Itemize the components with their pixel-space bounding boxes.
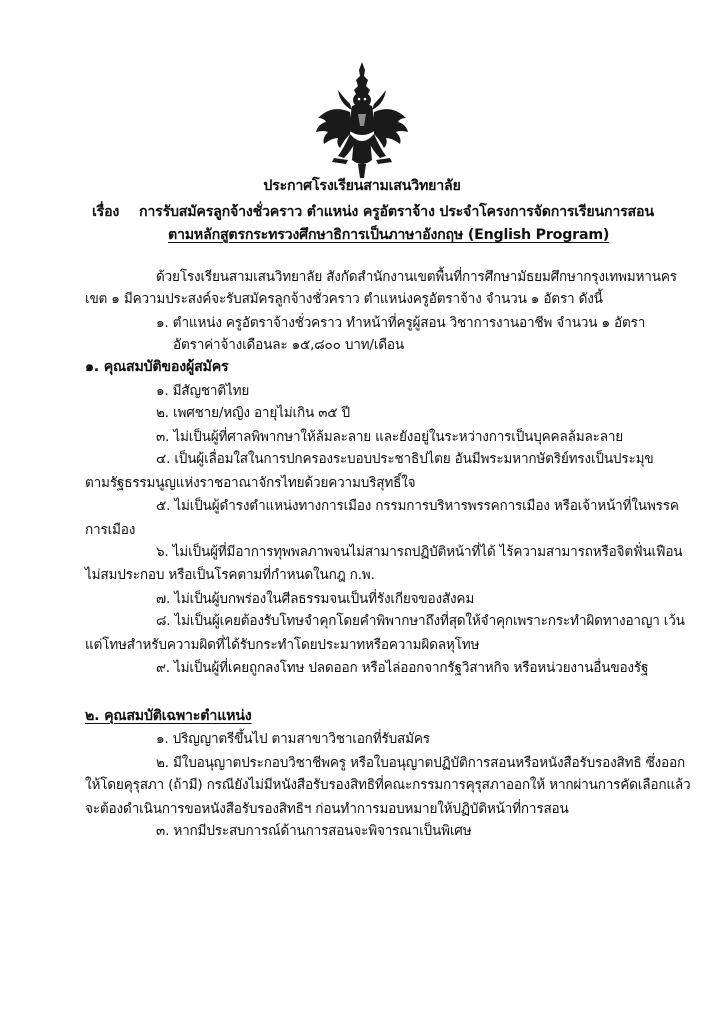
section-2-heading: ๒. คุณสมบัติเฉพาะตำแหน่ง: [85, 708, 252, 724]
intro-line-2: เขต ๑ มีความประสงค์จะรับสมัครลูกจ้างชั่วคราว ตำแหน่งครูอัตราจ้าง จำนวน ๑ อัตรา ดังนี้: [85, 291, 603, 307]
section-1-item-9: ๙. ไม่เป็นผู้ที่เคยถูกลงโทษ ปลดออก หรือไล่ออกจากรัฐวิสาหกิจ หรือหน่วยงานอื่นของรัฐ: [156, 660, 649, 676]
intro-line-1: ด้วยโรงเรียนสามเสนวิทยาลัย สังกัดสำนักงานเขตพื้นที่การศึกษามัธยมศึกษากรุงเทพมหานคร: [156, 269, 677, 285]
section-1-item-2: ๒. เพศชาย/หญิง อายุไม่เกิน ๓๕ ปี: [156, 405, 350, 421]
section-2-item-3: ๓. หากมีประสบการณ์ด้านการสอนจะพิจารณาเป็นพิเศษ: [156, 823, 472, 839]
section-1-item-6-line-2: ไม่สมประกอบ หรือเป็นโรคตามที่กำหนดในกฎ ก.พ.: [85, 567, 375, 583]
subject-label: เรื่อง: [92, 204, 120, 220]
section-1-item-8-line-1: ๘. ไม่เป็นผู้เคยต้องรับโทษจำคุกโดยคำพิพากษาถึงที่สุดให้จำคุกเพราะกระทำผิดทางอาญา เว้น: [156, 613, 685, 629]
announcement-title: ประกาศโรงเรียนสามเสนวิทยาลัย: [263, 178, 461, 194]
section-1-item-8-line-2: แต่โทษสำหรับความผิดที่ได้รับกระทำโดยประมาทหรือความผิดลหุโทษ: [85, 637, 480, 653]
section-2-item-2-line-1: ๒. มีใบอนุญาตประกอบวิชาชีพครู หรือใบอนุญาตปฏิบัติการสอนหรือหนังสือรับรองสิทธิ ซึ่งออก: [156, 755, 686, 771]
section-2-item-2-line-3: จะต้องดำเนินการขอหนังสือรับรองสิทธิฯ ก่อนทำการมอบหมายให้ปฏิบัติหน้าที่การสอน: [85, 801, 569, 817]
section-1-item-6-line-1: ๖. ไม่เป็นผู้ที่มีอาการทุพพลภาพจนไม่สามารถปฏิบัติหน้าที่ได้ ไร้ความสามารถหรือจิตฟั่นเฟือน: [156, 544, 683, 560]
section-1-item-7: ๗. ไม่เป็นผู้บกพร่องในศีลธรรมจนเป็นที่รังเกียจของสังคม: [156, 591, 475, 607]
subject-line-2: ตามหลักสูตรกระทรวงศึกษาธิการเป็นภาษาอังกฤษ (English Program): [168, 227, 610, 243]
garuda-emblem-icon: [314, 60, 410, 182]
section-1-item-5-line-1: ๕. ไม่เป็นผู้ดำรงตำแหน่งทางการเมือง กรรมการบริหารพรรคการเมือง หรือเจ้าหน้าที่ในพรรค: [156, 498, 679, 514]
section-1-item-4-line-2: ตามรัฐธรรมนูญแห่งราชอาณาจักรไทยด้วยความบริสุทธิ์ใจ: [85, 475, 416, 491]
section-1-item-3: ๓. ไม่เป็นผู้ที่ศาลพิพากษาให้ล้มละลาย และยังอยู่ในระหว่างการเป็นบุคคลล้มละลาย: [156, 429, 624, 445]
section-1-item-4-line-1: ๔. เป็นผู้เลื่อมใสในการปกครองระบอบประชาธิปไตย อันมีพระมหากษัตริย์ทรงเป็นประมุข: [156, 451, 654, 467]
subject-line-1: การรับสมัครลูกจ้างชั่วคราว ตำแหน่ง ครูอัตราจ้าง ประจำโครงการจัดการเรียนการสอน: [139, 204, 654, 220]
position-line-1: ๑. ตำแหน่ง ครูอัตราจ้างชั่วคราว ทำหน้าที่ครูผู้สอน วิชาการงานอาชีพ จำนวน ๑ อัตรา: [156, 315, 646, 331]
position-line-2: อัตราค่าจ้างเดือนละ ๑๕,๘๐๐ บาท/เดือน: [173, 337, 404, 353]
section-2-item-2-line-2: ให้โดยคุรุสภา (ถ้ามี) กรณียังไม่มีหนังสือรับรองสิทธิที่คณะกรรมการคุรุสภาออกให้ หากผ่านการคัดเลือกแล้ว: [85, 777, 691, 793]
section-1-item-1: ๑. มีสัญชาติไทย: [156, 383, 250, 399]
section-1-item-5-line-2: การเมือง: [85, 522, 136, 538]
section-2-item-1: ๑. ปริญญาตรีขึ้นไป ตามสาขาวิชาเอกที่รับสมัคร: [156, 731, 430, 747]
section-1-heading: ๑. คุณสมบัติของผู้สมัคร: [85, 359, 229, 375]
